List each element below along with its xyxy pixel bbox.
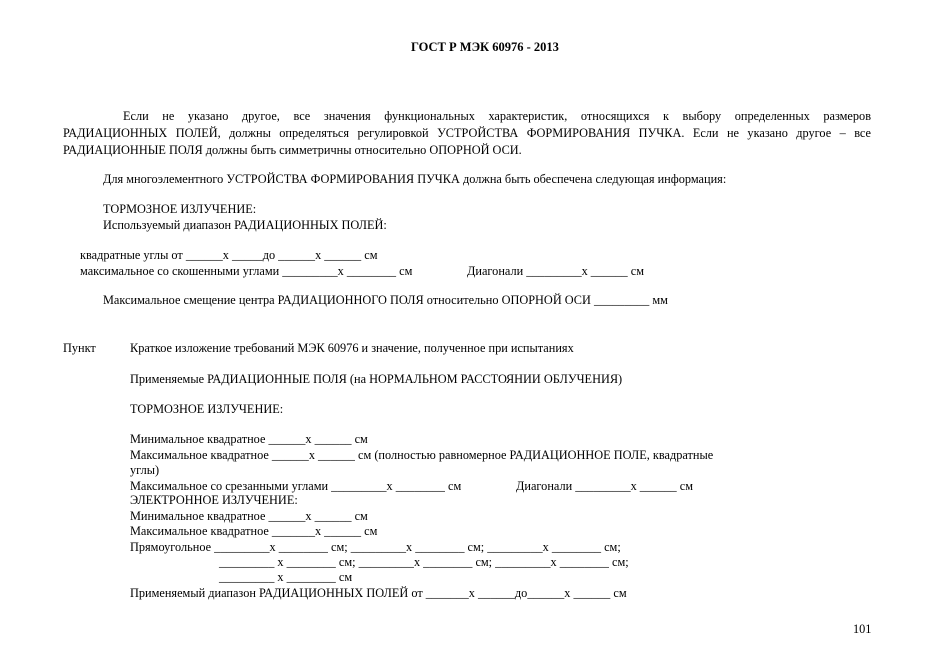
intro-line-1: Если не указано другое, все значения функциональных характеристик, относящихся к выбору определенных размеров xyxy=(123,109,871,123)
multi-element-text: Для многоэлементного УСТРОЙСТВА ФОРМИРОВАНИЯ ПУЧКА должна быть обеспечена следующая информация: xyxy=(103,172,727,186)
el-min-square-line: Минимальное квадратное ______х ______ см xyxy=(130,509,368,523)
bremsstrahlung-heading: ТОРМОЗНОЕ ИЗЛУЧЕНИЕ: xyxy=(103,202,257,216)
max-offset-line: Максимальное смещение центра РАДИАЦИОННОГО ПОЛЯ относительно ОПОРНОЙ ОСИ _________ мм xyxy=(103,293,668,307)
rectangular-line-1: Прямоугольное _________х ________ см; _________х ________ см; _________х ________ см; xyxy=(130,540,621,554)
rectangular-line-2: _________ х ________ см; _________х ________ см; _________х ________ см; xyxy=(219,555,629,569)
used-range-text: Используемый диапазон РАДИАЦИОННЫХ ПОЛЕЙ: xyxy=(103,218,387,232)
section-summary: Краткое изложение требований МЭК 60976 и значение, полученное при испытаниях xyxy=(130,341,574,355)
el-max-square-line: Максимальное квадратное _______х ______ см xyxy=(130,524,378,538)
max-beveled-line: максимальное со скошенными углами _________х ________ см xyxy=(80,264,413,278)
page-header: ГОСТ Р МЭК 60976 - 2013 xyxy=(411,40,559,54)
intro-line-2: РАДИАЦИОННЫХ ПОЛЕЙ, должны определяться регулировкой УСТРОЙСТВА ФОРМИРОВАНИЯ ПУЧКА. Если не указано другое – все xyxy=(63,126,871,140)
max-cut-line: Максимальное со срезанными углами _________х ________ см xyxy=(130,479,462,493)
rectangular-line-3: _________ х ________ см xyxy=(219,570,353,584)
diagonals-line-2: Диагонали _________х ______ см xyxy=(516,479,694,493)
intro-paragraph xyxy=(63,108,871,159)
section-brems-heading: ТОРМОЗНОЕ ИЗЛУЧЕНИЕ: xyxy=(130,402,284,416)
intro-line-3: РАДИАЦИОННЫЕ ПОЛЯ должны быть симметричны относительно ОПОРНОЙ ОСИ. xyxy=(63,143,522,157)
section-label: Пункт xyxy=(63,341,96,355)
applied-fields-line: Применяемые РАДИАЦИОННЫЕ ПОЛЯ (на НОРМАЛЬНОМ РАССТОЯНИИ ОБЛУЧЕНИЯ) xyxy=(130,372,623,386)
electron-heading: ЭЛЕКТРОННОЕ ИЗЛУЧЕНИЕ: xyxy=(130,493,298,507)
square-corners-line: квадратные углы от ______х _____до ______х ______ см xyxy=(80,248,378,262)
min-square-line: Минимальное квадратное ______х ______ см xyxy=(130,432,368,446)
applied-range-line: Применяемый диапазон РАДИАЦИОННЫХ ПОЛЕЙ от _______х ______до______х ______ см xyxy=(130,586,627,600)
page-number: 101 xyxy=(853,622,872,636)
diagonals-line-1: Диагонали _________х ______ см xyxy=(467,264,645,278)
max-square-line: Максимальное квадратное ______х ______ см (полностью равномерное РАДИАЦИОННОЕ ПОЛЕ, квадратные xyxy=(130,448,714,462)
max-square-continuation: углы) xyxy=(130,463,160,477)
